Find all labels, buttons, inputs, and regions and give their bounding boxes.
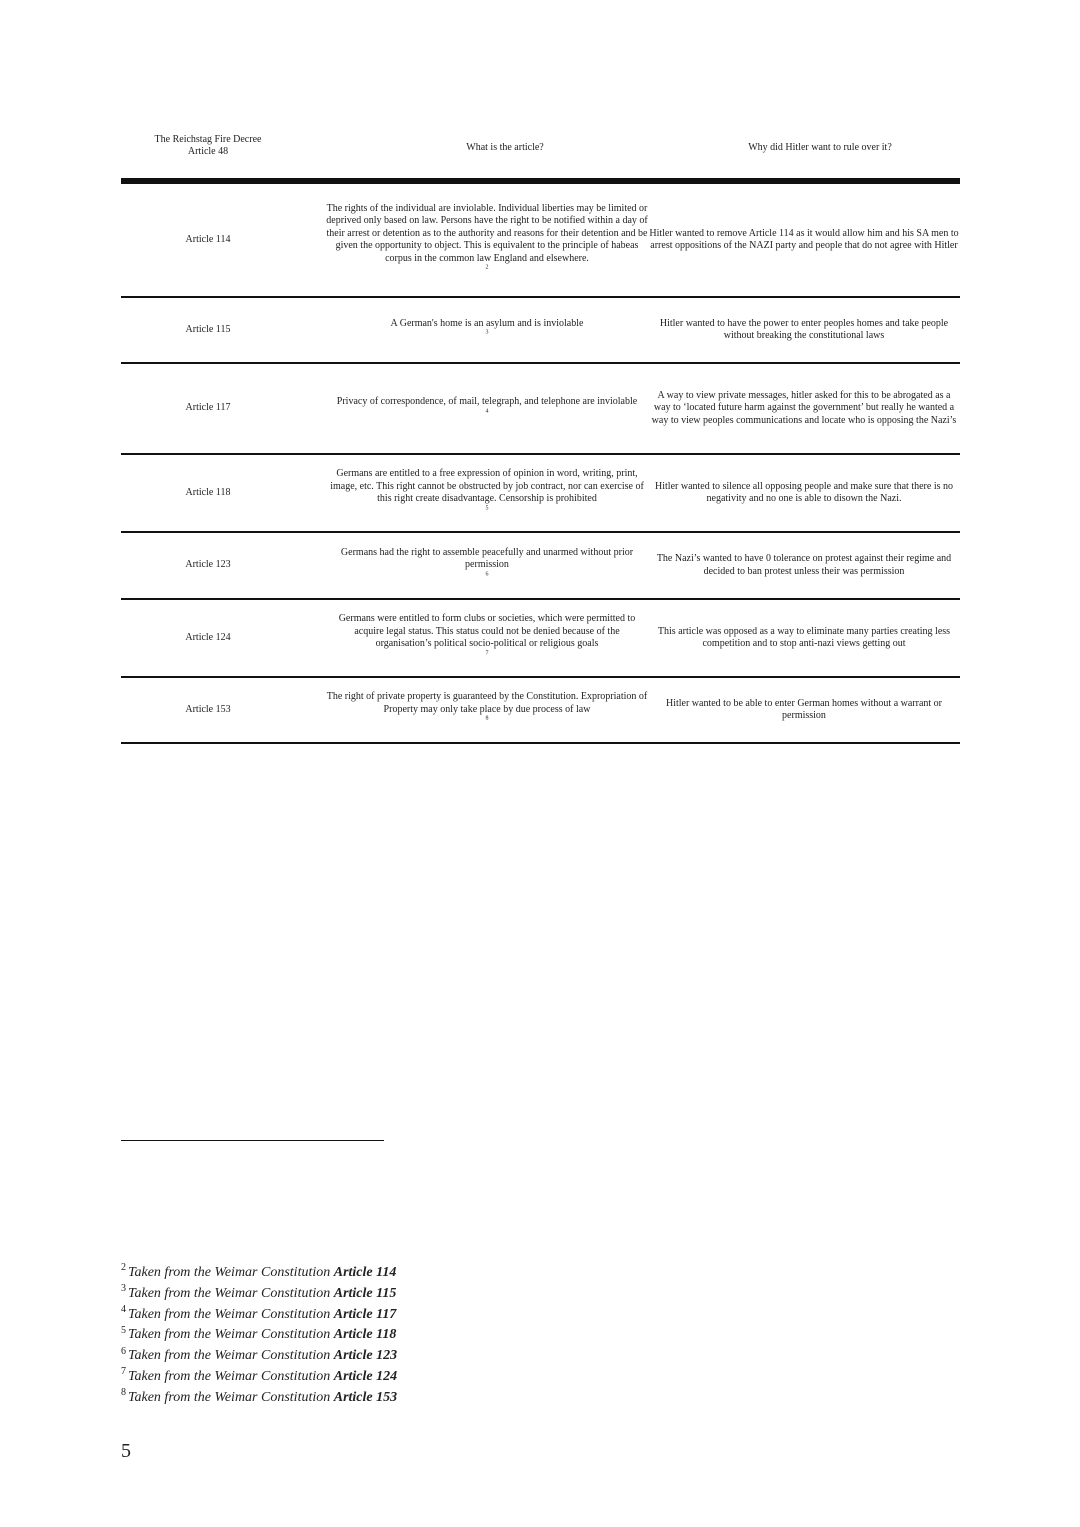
article-name: Article 117 bbox=[185, 402, 231, 414]
table-row bbox=[121, 455, 960, 533]
footnote-ref: 6 bbox=[485, 571, 489, 578]
article-name: Article 123 bbox=[185, 559, 231, 571]
table-row bbox=[121, 364, 960, 455]
header-col-article: What is the article? bbox=[466, 142, 544, 153]
footnote: $^2$ Taken from the Weimar Constitution Article 114 bbox=[121, 1262, 397, 1280]
footnote: $^3$ Taken from the Weimar Constitution Article 115 bbox=[121, 1283, 397, 1301]
table-row bbox=[121, 533, 960, 600]
article-content: Germans had the right to assemble peacefully and unarmed without prior permission $^6$ bbox=[340, 546, 634, 578]
footnote: $^7$ Taken from the Weimar Constitution Article 124 bbox=[121, 1366, 398, 1384]
article-reason: A way to view private messages, hitler asked for this to be abrogated as a way to ‘located future harm against the government’ but really he wanted a way to view peoples communications and locate who is opposing the Nazi’s bbox=[651, 389, 957, 426]
article-name: Article 114 bbox=[185, 233, 231, 245]
article-reason: Hitler wanted to have the power to enter peoples homes and take people without breaking the constitutional laws bbox=[659, 317, 949, 341]
footnote-ref: 5 bbox=[485, 505, 489, 512]
article-reason: The Nazi’s wanted to have 0 tolerance on protest against their regime and decided to ban protest unless their was permission bbox=[656, 553, 952, 577]
article-reason: Hitler wanted to be able to enter German homes without a warrant or permission bbox=[665, 697, 942, 721]
article-content: The right of private property is guaranteed by the Constitution. Expropriation of Property may only take place by due process of law $^8$ bbox=[326, 691, 648, 722]
table-row bbox=[121, 298, 960, 364]
article-content: The rights of the individual are inviolable. Individual liberties may be limited or deprived only based on law. Persons have the right to be notified within a day of their arrest or detention as to the authority and reasons for their detention and be given the opportunity to object. This is equivalent to the principle of habeas corpus in the common law England and elsewhere. $^2$ bbox=[326, 202, 648, 271]
table-row bbox=[121, 184, 960, 298]
footnote-ref: 2 bbox=[485, 264, 489, 271]
article-reason: Hitler wanted to remove Article 114 as it would allow him and his SA men to arrest oppositions of the NAZI party and people that do not agree with Hitler bbox=[649, 227, 959, 251]
header-col-reason: Why did Hitler want to rule over it? bbox=[748, 142, 892, 153]
row-divider bbox=[121, 742, 960, 744]
article-name: Article 124 bbox=[185, 631, 231, 643]
article-content: Germans were entitled to form clubs or societies, which were permitted to acquire legal status. This status could not be denied because of the organisation’s political socio-political or religious goals $^7$ bbox=[338, 613, 636, 657]
table-row bbox=[121, 600, 960, 678]
footnote-ref: 4 bbox=[485, 408, 489, 415]
footnote: $^5$ Taken from the Weimar Constitution Article 118 bbox=[121, 1324, 397, 1343]
footnotes bbox=[121, 1263, 521, 1409]
footnote-ref: 8 bbox=[485, 715, 489, 722]
table-row bbox=[121, 678, 960, 744]
article-name: Article 115 bbox=[185, 323, 231, 335]
article-reason: Hitler wanted to silence all opposing people and make sure that there is no negativity and no one is able to disown the Nazi. bbox=[655, 480, 953, 504]
footnote: $^4$ Taken from the Weimar Constitution Article 117 bbox=[121, 1303, 397, 1322]
footnote-ref: 7 bbox=[485, 650, 489, 657]
article-content: A German's home is an asylum and is inviolable $^3$ bbox=[390, 317, 584, 336]
article-name: Article 118 bbox=[185, 486, 231, 498]
article-content: Privacy of correspondence, of mail, telegraph, and telephone are inviolable $^4$ bbox=[336, 396, 638, 415]
footnote: $^6$ Taken from the Weimar Constitution Article 123 bbox=[121, 1345, 398, 1364]
header-decree-title: The Reichstag Fire Decree bbox=[154, 134, 262, 145]
header-decree-article: Article 48 bbox=[187, 146, 229, 157]
footnote: $^8$ Taken from the Weimar Constitution Article 153 bbox=[121, 1387, 398, 1405]
footnote-separator bbox=[121, 1140, 384, 1141]
article-reason: This article was opposed as a way to eliminate many parties creating less competition and to stop anti-nazi views getting out bbox=[657, 625, 951, 649]
page-number: 5 bbox=[121, 1440, 131, 1462]
article-name: Article 153 bbox=[185, 703, 231, 715]
article-content: Germans are entitled to a free expression of opinion in word, writing, print, image, etc. This right cannot be obstructed by job contract, nor can exercise of this right create disadvantage. Censorship is prohibited $^5$ bbox=[330, 468, 644, 512]
footnote-ref: 3 bbox=[485, 329, 489, 336]
header-col-decree bbox=[128, 134, 288, 158]
